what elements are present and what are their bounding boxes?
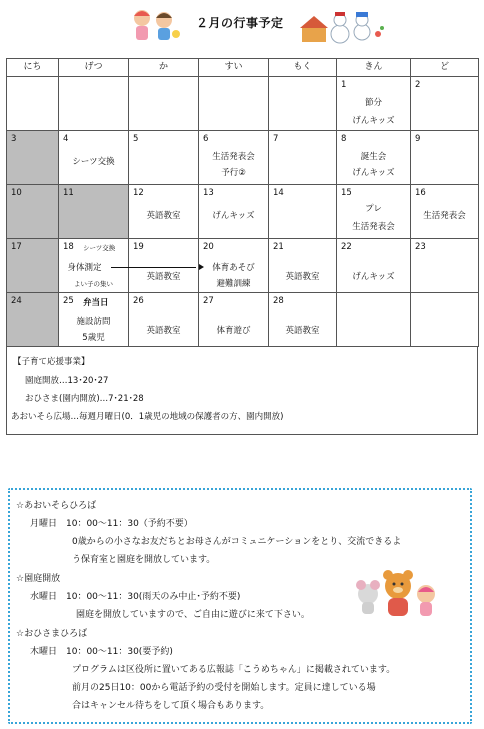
weekday-header: すい bbox=[199, 59, 269, 77]
day-head-note: シーツ交換 bbox=[83, 244, 116, 252]
day-cell bbox=[7, 293, 59, 347]
weekday-header-row bbox=[7, 59, 479, 77]
section-text: 合はキャンセル待ちをして頂く場合もあります。 bbox=[72, 701, 270, 711]
day-event: 英語教室 bbox=[146, 211, 181, 221]
day-number: 13 bbox=[203, 188, 214, 198]
day-number: 7 bbox=[273, 134, 279, 144]
day-event: 英語教室 bbox=[285, 326, 320, 336]
day-number: 21 bbox=[273, 242, 284, 252]
section-title: ☆あおいそらひろば bbox=[16, 501, 97, 511]
day-cell bbox=[59, 77, 129, 131]
day-cell bbox=[7, 239, 59, 293]
support-info bbox=[6, 347, 478, 435]
day-cell bbox=[7, 185, 59, 239]
section-text: う保育室と園庭を開放しています。 bbox=[72, 555, 216, 565]
day-cell bbox=[411, 185, 479, 239]
day-cell bbox=[269, 185, 337, 239]
day-event: シーツ交換 bbox=[72, 157, 115, 167]
day-cell bbox=[59, 293, 129, 347]
day-number: 14 bbox=[273, 188, 284, 198]
day-number: 16 bbox=[415, 188, 426, 198]
day-event: 予行② bbox=[221, 168, 246, 178]
day-number: 10 bbox=[11, 188, 22, 198]
day-number: 22 bbox=[341, 242, 352, 252]
day-number: 15 bbox=[341, 188, 352, 198]
day-event: 節分 bbox=[364, 98, 382, 108]
day-cell bbox=[129, 293, 199, 347]
weekday-header: もく bbox=[269, 59, 337, 77]
day-cell bbox=[337, 185, 411, 239]
support-heading: 【子育て応援事業】 bbox=[13, 357, 90, 367]
day-cell bbox=[129, 185, 199, 239]
day-cell bbox=[411, 131, 479, 185]
day-cell bbox=[59, 239, 129, 293]
day-cell bbox=[269, 239, 337, 293]
animal-illustration bbox=[352, 564, 444, 620]
weekday-header: げつ bbox=[59, 59, 129, 77]
day-number: 24 bbox=[11, 296, 22, 306]
section-title: ☆おひさまひろば bbox=[16, 629, 88, 639]
section-time: 水曜日 10：00～11：30(雨天のみ中止･予約不要) bbox=[30, 592, 241, 602]
calendar-week bbox=[7, 239, 479, 293]
calendar-week bbox=[7, 77, 479, 131]
section-text: 0歳からの小さなお友だちとお母さんがコミュニケーションをとり、交流できるよ bbox=[72, 537, 402, 547]
weekday-header: ど bbox=[411, 59, 479, 77]
day-number: 11 bbox=[63, 188, 74, 198]
day-cell bbox=[59, 185, 129, 239]
day-cell bbox=[129, 77, 199, 131]
day-cell bbox=[337, 239, 411, 293]
day-event: 身体測定 bbox=[67, 263, 102, 273]
day-number: 28 bbox=[273, 296, 284, 306]
day-event: 体育あそび bbox=[212, 263, 255, 273]
day-event: よい子の集い bbox=[74, 280, 113, 288]
snowman-illustration bbox=[300, 4, 386, 48]
calendar-week bbox=[7, 131, 479, 185]
day-cell bbox=[129, 239, 199, 293]
support-line: 園庭開放…13･20･27 bbox=[25, 376, 109, 386]
children-illustration bbox=[128, 4, 184, 44]
day-cell bbox=[337, 77, 411, 131]
weekday-header: か bbox=[129, 59, 199, 77]
day-cell bbox=[199, 293, 269, 347]
day-event: 英語教室 bbox=[146, 272, 181, 282]
day-cell bbox=[199, 131, 269, 185]
day-event: 5歳児 bbox=[82, 333, 105, 343]
section-text: 前月の25日10：00から電話予約の受付を開始します。定員に達している場 bbox=[72, 683, 376, 693]
section-text: プログラムは区役所に置いてある広報誌「こうめちゃん」に掲載されています。 bbox=[72, 665, 396, 675]
calendar-week bbox=[7, 293, 479, 347]
weekday-header: きん bbox=[337, 59, 411, 77]
day-number: 8 bbox=[341, 134, 347, 144]
day-cell bbox=[59, 131, 129, 185]
day-cell bbox=[269, 131, 337, 185]
day-cell bbox=[199, 185, 269, 239]
notice-box bbox=[8, 488, 472, 724]
day-number: 23 bbox=[415, 242, 426, 252]
day-cell bbox=[7, 131, 59, 185]
day-number: 6 bbox=[203, 134, 209, 144]
calendar-week bbox=[7, 185, 479, 239]
day-cell bbox=[411, 293, 479, 347]
day-cell bbox=[199, 77, 269, 131]
day-number: 3 bbox=[11, 134, 17, 144]
day-number: 25 bbox=[63, 296, 74, 306]
day-number: 4 bbox=[63, 134, 69, 144]
day-cell bbox=[7, 77, 59, 131]
support-line: あおいそら広場…毎週月曜日(0．1歳児の地域の保護者の方、園内開放) bbox=[11, 412, 284, 422]
day-cell bbox=[337, 131, 411, 185]
day-event: げんキッズ bbox=[352, 168, 395, 178]
day-number: 17 bbox=[11, 242, 22, 252]
day-number: 9 bbox=[415, 134, 421, 144]
day-event: 生活発表会 bbox=[212, 152, 255, 162]
day-event: 避難訓練 bbox=[216, 279, 251, 289]
day-event: 誕生会 bbox=[360, 152, 387, 162]
section-time: 木曜日 10：00～11：30(要予約) bbox=[30, 647, 173, 657]
day-number: 1 bbox=[341, 80, 347, 90]
day-event: 体育遊び bbox=[216, 326, 251, 336]
day-event: げんキッズ bbox=[352, 272, 395, 282]
day-event: 施設訪問 bbox=[76, 317, 111, 327]
day-number: 19 bbox=[133, 242, 144, 252]
day-number: 20 bbox=[203, 242, 214, 252]
section-title: ☆園庭開放 bbox=[16, 574, 61, 584]
day-cell bbox=[337, 293, 411, 347]
calendar-table bbox=[6, 58, 479, 347]
section-time: 月曜日 10：00～11：30（予約不要） bbox=[30, 519, 193, 529]
day-cell bbox=[411, 239, 479, 293]
day-number: 2 bbox=[415, 80, 421, 90]
day-number: 27 bbox=[203, 296, 214, 306]
day-cell bbox=[129, 131, 199, 185]
day-event: 生活発表会 bbox=[423, 211, 466, 221]
day-event: げんキッズ bbox=[212, 211, 255, 221]
day-number: 26 bbox=[133, 296, 144, 306]
header bbox=[0, 0, 484, 56]
day-number: 18 bbox=[63, 242, 74, 252]
day-event: プレ bbox=[365, 204, 382, 214]
day-event: げんキッズ bbox=[352, 116, 395, 126]
day-cell bbox=[411, 77, 479, 131]
day-event: 生活発表会 bbox=[352, 222, 395, 232]
section-text: 園庭を開放していますので、ご自由に遊びに来て下さい。 bbox=[76, 610, 310, 620]
day-event: 英語教室 bbox=[285, 272, 320, 282]
day-cell bbox=[269, 293, 337, 347]
support-line: おひさま(園内開放)…7･21･28 bbox=[25, 394, 144, 404]
day-head-note: 弁当日 bbox=[83, 298, 109, 308]
page-title: ２月の行事予定 bbox=[196, 16, 284, 30]
weekday-header: にち bbox=[7, 59, 59, 77]
day-event: 英語教室 bbox=[146, 326, 181, 336]
day-cell bbox=[199, 239, 269, 293]
day-number: 12 bbox=[133, 188, 144, 198]
day-cell bbox=[269, 77, 337, 131]
day-number: 5 bbox=[133, 134, 139, 144]
